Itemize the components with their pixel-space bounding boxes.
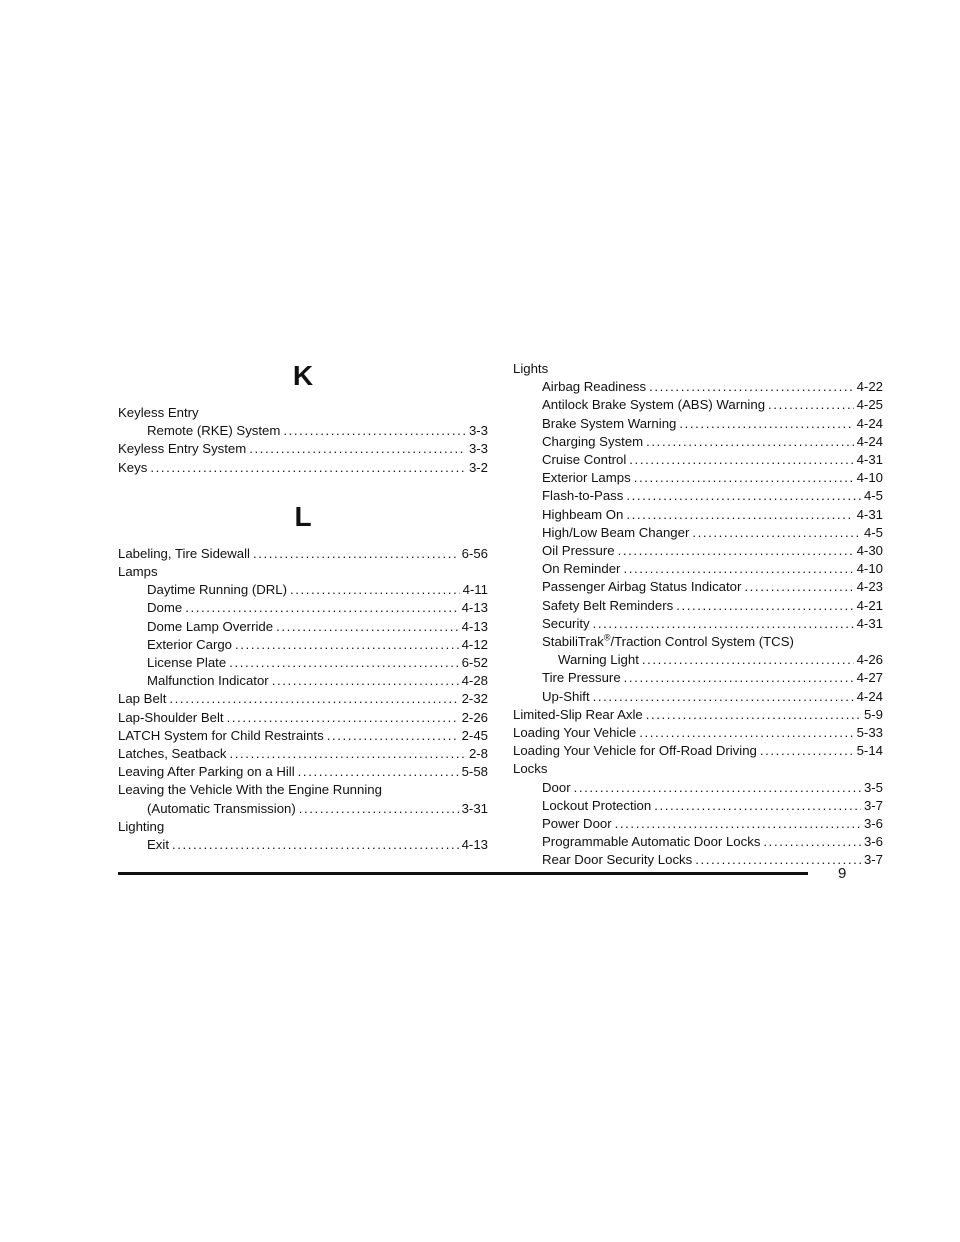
index-entry — [118, 709, 488, 727]
entry-label: Locks — [513, 761, 548, 777]
dot-leader — [646, 433, 853, 451]
entry-label: Exterior Lamps — [542, 470, 631, 486]
dot-leader — [615, 815, 861, 833]
entry-text — [542, 669, 621, 687]
index-heading — [513, 760, 883, 778]
entry-label: Tire Pressure — [542, 670, 621, 686]
index-entry — [513, 651, 883, 669]
index-entry — [118, 422, 488, 440]
page-ref: 3-7 — [863, 852, 883, 868]
entry-text — [513, 760, 547, 778]
index-entry — [118, 459, 488, 477]
entry-text — [542, 524, 689, 542]
dot-leader — [229, 654, 458, 672]
entry-label: Keyless Entry System — [118, 441, 247, 457]
dot-leader — [235, 636, 459, 654]
index-entry — [118, 672, 488, 690]
index-entry — [513, 469, 883, 487]
index-list-l — [118, 545, 488, 854]
entry-text — [147, 618, 273, 636]
index-entry — [513, 378, 883, 396]
index-entry — [118, 440, 488, 458]
dot-leader — [744, 578, 853, 596]
entry-label: On Reminder — [542, 561, 621, 577]
entry-text — [542, 542, 615, 560]
entry-text — [118, 459, 147, 477]
entry-text — [542, 433, 643, 451]
entry-label: Antilock Brake System (ABS) Warning — [542, 397, 766, 413]
index-entry — [513, 560, 883, 578]
page-ref: 3-6 — [863, 834, 883, 850]
entry-text — [118, 745, 227, 763]
dot-leader — [626, 506, 853, 524]
page-ref: 4-10 — [856, 470, 883, 486]
index-heading — [513, 360, 883, 378]
index-entry — [513, 688, 883, 706]
entry-text — [513, 724, 636, 742]
entry-label: Brake System Warning — [542, 415, 677, 431]
dot-leader — [695, 851, 861, 869]
index-list-l-continued — [513, 360, 883, 870]
entry-text — [118, 404, 199, 422]
page-ref: 3-31 — [461, 800, 488, 816]
entry-text — [118, 690, 166, 708]
dot-leader — [634, 469, 854, 487]
entry-text — [558, 651, 639, 669]
page-ref: 4-21 — [856, 597, 883, 613]
entry-text — [542, 506, 623, 524]
entry-label: Keys — [118, 459, 148, 475]
entry-text — [542, 833, 760, 851]
index-entry — [513, 415, 883, 433]
entry-text — [118, 763, 295, 781]
index-column-right — [513, 360, 883, 870]
index-entry — [513, 851, 883, 869]
entry-label: Exterior Cargo — [147, 636, 233, 652]
index-entry — [118, 745, 488, 763]
page-ref: 4-23 — [856, 579, 883, 595]
dot-leader — [623, 560, 853, 578]
dot-leader — [185, 599, 458, 617]
entry-text — [542, 560, 620, 578]
index-entry — [513, 742, 883, 760]
dot-leader — [298, 763, 459, 781]
entry-text — [542, 851, 692, 869]
dot-leader — [227, 709, 459, 727]
page-ref: 4-24 — [856, 433, 883, 449]
index-entry — [118, 763, 488, 781]
entry-label: Remote (RKE) System — [147, 423, 281, 439]
page-ref: 4-24 — [856, 415, 883, 431]
index-entry — [118, 654, 488, 672]
page-ref: 4-31 — [856, 452, 883, 468]
index-entry — [118, 836, 488, 854]
dot-leader — [272, 672, 459, 690]
dot-leader — [283, 422, 466, 440]
index-entry — [513, 396, 883, 414]
entry-text — [513, 360, 548, 378]
entry-label: Labeling, Tire Sidewall — [118, 545, 250, 561]
index-entry — [513, 578, 883, 596]
page-ref: 4-31 — [856, 506, 883, 522]
index-entry — [513, 706, 883, 724]
entry-label: Lap Belt — [118, 691, 167, 707]
index-entry — [118, 800, 488, 818]
index-entry — [513, 542, 883, 560]
page-ref: 5-33 — [856, 725, 883, 741]
dot-leader — [763, 833, 861, 851]
index-entry — [513, 797, 883, 815]
index-entry — [513, 669, 883, 687]
index-entry — [513, 506, 883, 524]
entry-label: Dome — [147, 600, 183, 616]
entry-label: Safety Belt Reminders — [542, 597, 674, 613]
entry-label: Lamps — [118, 564, 158, 580]
page-ref: 4-12 — [461, 636, 488, 652]
entry-label: Lap-Shoulder Belt — [118, 709, 224, 725]
entry-text — [542, 378, 646, 396]
dot-leader — [676, 597, 853, 615]
entry-text — [118, 709, 224, 727]
entry-label: Power Door — [542, 816, 612, 832]
page-ref: 4-13 — [461, 837, 488, 853]
dot-leader — [249, 440, 466, 458]
dot-leader — [169, 690, 458, 708]
entry-label: Loading Your Vehicle for Off-Road Driving — [513, 743, 757, 759]
entry-label: (Automatic Transmission) — [147, 800, 296, 816]
dot-leader — [639, 724, 853, 742]
index-entry — [513, 615, 883, 633]
footer-rule — [118, 872, 808, 875]
dot-leader — [593, 688, 854, 706]
entry-text — [147, 636, 232, 654]
page-ref: 3-2 — [468, 459, 488, 475]
entry-text — [118, 545, 250, 563]
dot-leader — [760, 742, 854, 760]
entry-text — [147, 672, 269, 690]
entry-label: Flash-to-Pass — [542, 488, 624, 504]
index-heading — [118, 818, 488, 836]
entry-label: Exit — [147, 837, 169, 853]
page-ref: 5-9 — [863, 706, 883, 722]
index-entry — [118, 599, 488, 617]
index-entry — [513, 833, 883, 851]
entry-label: Lights — [513, 361, 549, 376]
index-heading — [118, 781, 488, 799]
index-entry — [513, 524, 883, 542]
entry-text — [542, 578, 741, 596]
page-ref: 4-28 — [461, 673, 488, 689]
entry-text — [542, 797, 651, 815]
entry-label: Cruise Control — [542, 452, 627, 468]
index-list-k — [118, 404, 488, 477]
entry-label: Loading Your Vehicle — [513, 725, 637, 741]
page-ref: 4-13 — [461, 618, 488, 634]
entry-label: Security — [542, 615, 590, 631]
index-entry — [118, 545, 488, 563]
index-column-left — [118, 360, 488, 854]
dot-leader — [150, 459, 466, 477]
entry-label: Door — [542, 779, 571, 795]
page-ref: 4-5 — [863, 488, 883, 504]
page-ref: 4-31 — [856, 615, 883, 631]
dot-leader — [679, 415, 853, 433]
entry-text — [147, 836, 169, 854]
page-ref: 4-22 — [856, 379, 883, 395]
entry-text — [542, 487, 623, 505]
entry-label: Limited-Slip Rear Axle — [513, 706, 643, 722]
entry-text — [542, 615, 590, 633]
entry-label: LATCH System for Child Restraints — [118, 727, 324, 743]
entry-label-cont: /Traction Control System (TCS) — [610, 634, 794, 650]
page-ref: 3-5 — [863, 779, 883, 795]
entry-label: Charging System — [542, 433, 644, 449]
entry-text — [147, 800, 296, 818]
index-entry — [513, 487, 883, 505]
entry-text — [147, 599, 182, 617]
index-heading — [513, 633, 883, 651]
dot-leader — [574, 779, 861, 797]
entry-text — [542, 415, 676, 433]
entry-text — [118, 563, 158, 581]
entry-text — [147, 654, 226, 672]
dot-leader — [593, 615, 854, 633]
entry-text — [542, 451, 626, 469]
page-ref: 3-3 — [468, 441, 488, 457]
dot-leader — [768, 396, 854, 414]
page-ref: 2-45 — [461, 727, 488, 743]
entry-text — [118, 440, 246, 458]
entry-label: High/Low Beam Changer — [542, 524, 690, 540]
dot-leader — [290, 581, 460, 599]
entry-text — [147, 581, 287, 599]
index-entry — [513, 433, 883, 451]
entry-text — [118, 727, 324, 745]
entry-label: Leaving After Parking on a Hill — [118, 764, 295, 780]
index-entry — [513, 815, 883, 833]
entry-label: Latches, Seatback — [118, 746, 227, 762]
page-ref: 4-13 — [461, 600, 488, 616]
page-ref: 2-32 — [461, 691, 488, 707]
page-ref: 3-3 — [468, 423, 488, 439]
page-ref: 4-10 — [856, 561, 883, 577]
entry-label: Malfunction Indicator — [147, 673, 269, 689]
entry-label: StabiliTrak — [542, 634, 604, 650]
index-entry — [118, 618, 488, 636]
dot-leader — [649, 378, 853, 396]
entry-label: Daytime Running (DRL) — [147, 582, 287, 598]
entry-label: Keyless Entry — [118, 405, 199, 420]
page-ref: 3-7 — [863, 797, 883, 813]
index-entry — [118, 690, 488, 708]
entry-label: Passenger Airbag Status Indicator — [542, 579, 742, 595]
entry-label: Dome Lamp Override — [147, 618, 274, 634]
index-entry — [513, 597, 883, 615]
entry-label: Rear Door Security Locks — [542, 852, 693, 868]
page-ref: 5-14 — [856, 743, 883, 759]
entry-label: License Plate — [147, 655, 227, 671]
entry-text — [513, 742, 757, 760]
index-heading — [118, 563, 488, 581]
entry-label: Programmable Automatic Door Locks — [542, 834, 761, 850]
entry-text — [147, 422, 280, 440]
dot-leader — [276, 618, 459, 636]
dot-leader — [692, 524, 861, 542]
entry-text — [542, 688, 590, 706]
section-letter-l: L — [294, 500, 312, 532]
dot-leader — [629, 451, 853, 469]
page-ref: 4-30 — [856, 543, 883, 559]
entry-label: Leaving the Vehicle With the Engine Running — [118, 782, 382, 798]
page-ref: 3-6 — [863, 816, 883, 832]
index-entry — [513, 779, 883, 797]
index-heading — [118, 404, 488, 422]
index-entry — [118, 636, 488, 654]
page-ref: 4-5 — [863, 524, 883, 540]
entry-label: Airbag Readiness — [542, 379, 647, 395]
index-entry — [118, 727, 488, 745]
entry-text — [118, 781, 382, 799]
dot-leader — [299, 800, 459, 818]
page-ref: 4-11 — [462, 582, 488, 598]
dot-leader — [253, 545, 459, 563]
index-entry — [513, 451, 883, 469]
dot-leader — [327, 727, 459, 745]
page-ref: 6-52 — [461, 655, 488, 671]
entry-text — [542, 633, 794, 651]
entry-text — [542, 469, 631, 487]
dot-leader — [172, 836, 459, 854]
entry-label: Up-Shift — [542, 688, 590, 704]
dot-leader — [646, 706, 861, 724]
page-ref: 2-26 — [461, 709, 488, 725]
dot-leader — [624, 669, 854, 687]
page-ref: 4-24 — [856, 688, 883, 704]
page-ref: 4-25 — [856, 397, 883, 413]
entry-text — [542, 815, 612, 833]
entry-text — [542, 396, 765, 414]
dot-leader — [618, 542, 854, 560]
page-number: 9 — [838, 865, 847, 882]
dot-leader — [230, 745, 466, 763]
entry-label: Lighting — [118, 818, 165, 834]
index-entry — [118, 581, 488, 599]
entry-label: Lockout Protection — [542, 797, 652, 813]
entry-text — [542, 597, 673, 615]
page-ref: 6-56 — [461, 545, 488, 561]
entry-label: Oil Pressure — [542, 543, 615, 559]
section-letter-k: K — [292, 360, 314, 391]
page-ref: 2-8 — [468, 746, 488, 762]
entry-text — [542, 779, 571, 797]
page-ref: 5-58 — [461, 764, 488, 780]
page-ref: 4-27 — [856, 670, 883, 686]
dot-leader — [626, 487, 861, 505]
entry-text — [118, 818, 164, 836]
entry-text — [513, 706, 643, 724]
dot-leader — [654, 797, 861, 815]
page-ref: 4-26 — [856, 652, 883, 668]
entry-label: Highbeam On — [542, 506, 624, 522]
entry-label: Warning Light — [558, 652, 639, 668]
index-entry — [513, 724, 883, 742]
dot-leader — [642, 651, 854, 669]
registered-mark: ® — [603, 632, 611, 643]
